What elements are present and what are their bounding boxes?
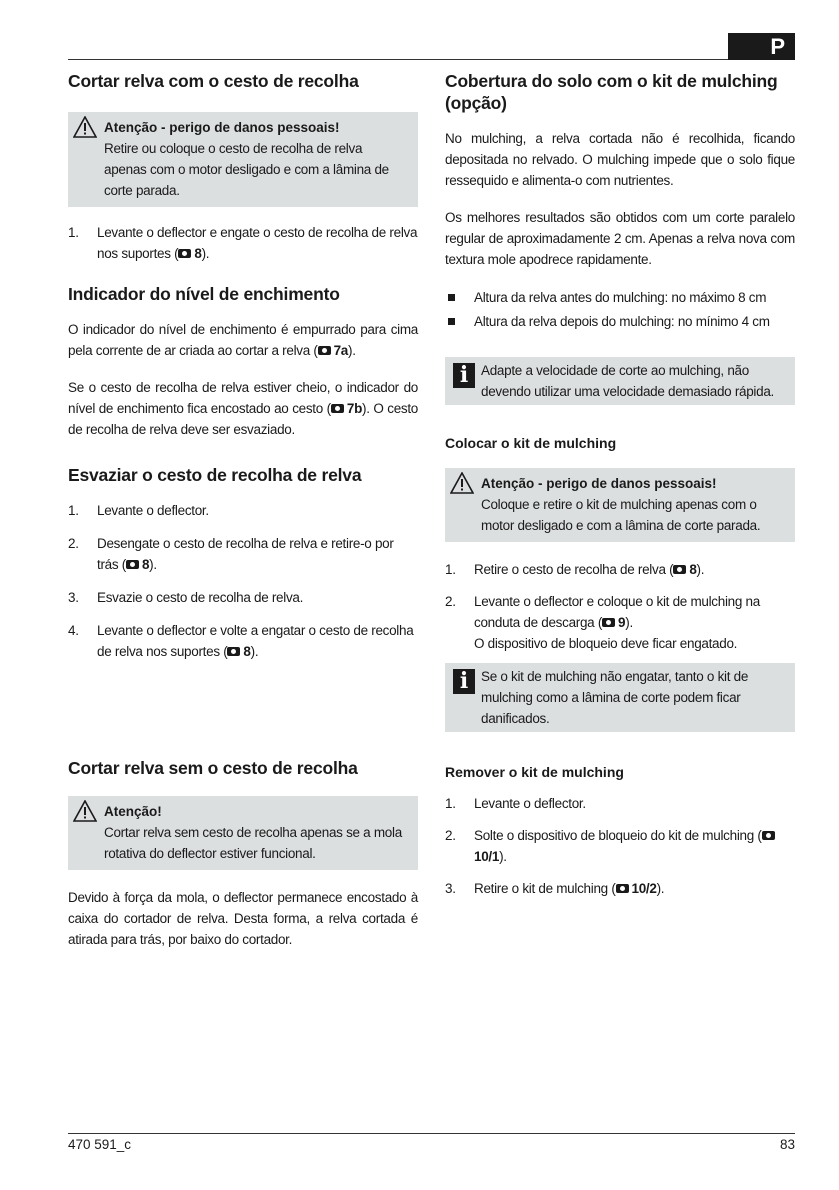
- step-number: 3.: [68, 590, 79, 605]
- bullet-text: Altura da relva depois do mulching: no mínimo 4 cm: [474, 314, 770, 329]
- section-title-cut-without-bag: Cortar relva sem o cesto de recolha: [68, 758, 358, 778]
- info-icon: i: [453, 363, 475, 388]
- step-text: Retire o kit de mulching (: [474, 881, 616, 896]
- list-item: [445, 878, 795, 899]
- step-note: O dispositivo de bloqueio deve ficar engatado.: [474, 636, 738, 651]
- step-number: 4.: [68, 623, 79, 638]
- list-item: [445, 591, 795, 654]
- paragraph-cut-without-bag: Devido à força da mola, o deflector permanece encostado à caixa do cortador de relva. Desta forma, a relva cortada é atirada para trás, por baixo do cortador.: [68, 890, 418, 947]
- subsection-title-remove-mulching: Remover o kit de mulching: [445, 764, 624, 780]
- info-box-lock: [445, 663, 795, 732]
- step-number: 1.: [68, 503, 79, 518]
- step-text: Levante o deflector e coloque o kit de mulching na conduta de descarga (: [474, 594, 760, 630]
- page-number: 83: [779, 1137, 795, 1152]
- header-rule: [68, 59, 728, 60]
- warning-title: Atenção - perigo de danos pessoais!: [104, 120, 340, 135]
- step-text: Levante o deflector e volte a engatar o cesto de recolha de relva nos suportes (: [97, 623, 414, 659]
- camera-icon: [616, 884, 629, 893]
- figure-ref: 8: [141, 557, 150, 572]
- bullet-text: Altura da relva antes do mulching: no máximo 8 cm: [474, 290, 767, 305]
- warning-box-mulching: [445, 468, 795, 542]
- step-number: 2.: [68, 536, 79, 551]
- paragraph-fill-indicator-2: [68, 377, 418, 440]
- footer-rule: [68, 1133, 795, 1134]
- steps-cut-with-bag: [68, 222, 418, 264]
- info-box-speed: [445, 357, 795, 405]
- warning-triangle-icon: [450, 472, 474, 494]
- list-item: [68, 222, 418, 264]
- list-item: [445, 793, 795, 814]
- info-text: Adapte a velocidade de corte ao mulching, não devendo utilizar uma velocidade demasiado rápida.: [481, 363, 774, 399]
- camera-icon: [318, 346, 331, 355]
- section-title-fill-indicator: Indicador do nível de enchimento: [68, 284, 340, 304]
- figure-ref: 8: [194, 246, 202, 261]
- paragraph-text-end: ). O cesto de recolha de relva deve ser esvaziado.: [68, 401, 419, 437]
- step-text: Levante o deflector e engate o cesto de recolha de relva nos suportes (: [97, 225, 418, 261]
- step-text-end: ).: [499, 849, 507, 864]
- bullet-list-grass-height: [445, 287, 800, 332]
- steps-remove-mulching: [445, 793, 795, 899]
- paragraph-mulching-2: Os melhores resultados são obtidos com um corte paralelo regular de aproximadamente 2 cm. Apenas a relva nova com textura mole apodrece rapidamente.: [445, 210, 795, 267]
- camera-icon: [178, 249, 191, 258]
- list-item: [68, 587, 418, 608]
- step-text-end: ).: [149, 557, 157, 572]
- step-number: 1.: [445, 562, 456, 577]
- paragraph-text: Se o cesto de recolha de relva estiver cheio, o indicador do nível de enchimento fica encostado ao cesto (: [68, 380, 418, 416]
- camera-icon: [602, 618, 615, 627]
- step-number: 1.: [68, 225, 79, 240]
- steps-attach-mulching: [445, 559, 795, 654]
- step-text: Solte o dispositivo de bloqueio do kit de mulching (: [474, 828, 762, 843]
- warning-title: Atenção - perigo de danos pessoais!: [481, 476, 717, 491]
- step-text: Levante o deflector.: [97, 503, 209, 518]
- warning-text: Coloque e retire o kit de mulching apenas com o motor desligado e com a lâmina de corte parada.: [481, 497, 761, 533]
- section-title-cut-with-bag: Cortar relva com o cesto de recolha: [68, 71, 359, 91]
- step-number: 2.: [445, 828, 456, 843]
- step-number: 3.: [445, 881, 456, 896]
- list-item: [68, 533, 418, 575]
- figure-ref: 10/2: [631, 881, 657, 896]
- paragraph-text: O indicador do nível de enchimento é empurrado para cima pela corrente de ar criada ao cortar a relva (: [68, 322, 418, 358]
- list-item: [445, 287, 800, 308]
- warning-box-cut-without-bag: [68, 796, 418, 870]
- paragraph-text-end: ).: [348, 343, 356, 358]
- figure-ref: 8: [243, 644, 251, 659]
- warning-box-cut-with-bag: [68, 112, 418, 207]
- bullet-square-icon: [448, 318, 455, 325]
- step-text-end: ).: [201, 246, 210, 261]
- figure-ref: 9: [618, 615, 626, 630]
- warning-title: Atenção!: [104, 804, 162, 819]
- list-item: [445, 825, 795, 867]
- info-icon: i: [453, 669, 475, 694]
- list-item: [68, 620, 418, 662]
- list-item: [68, 500, 418, 521]
- document-id: 470 591_c: [68, 1137, 132, 1152]
- section-title-mulching: Cobertura do solo com o kit de mulching (opção): [445, 71, 778, 113]
- step-text: Desengate o cesto de recolha de relva e retire-o por trás (: [97, 536, 394, 572]
- camera-icon: [331, 404, 344, 413]
- list-item: [445, 311, 800, 332]
- language-tab: P: [728, 33, 795, 60]
- step-text-end: ).: [625, 615, 633, 630]
- step-text: Retire o cesto de recolha de relva (: [474, 562, 674, 577]
- figure-ref: 8: [689, 562, 697, 577]
- step-text-end: ).: [656, 881, 665, 896]
- step-text: Levante o deflector.: [474, 796, 586, 811]
- figure-ref: 7b: [346, 401, 363, 416]
- figure-ref: 10/1: [474, 849, 500, 864]
- figure-ref: 7a: [333, 343, 349, 358]
- warning-text: Retire ou coloque o cesto de recolha de relva apenas com o motor desligado e com a lâmina de corte parada.: [104, 141, 389, 198]
- section-title-empty-bag: Esvaziar o cesto de recolha de relva: [68, 465, 362, 485]
- paragraph-mulching-1: No mulching, a relva cortada não é recolhida, ficando depositada no relvado. O mulching impede que o solo fique ressequido e alimenta-o com nutrientes.: [445, 131, 795, 188]
- camera-icon: [227, 647, 240, 656]
- camera-icon: [762, 831, 775, 840]
- warning-triangle-icon: [73, 800, 97, 822]
- step-text-end: ).: [250, 644, 259, 659]
- camera-icon: [126, 560, 139, 569]
- steps-empty-bag: [68, 500, 418, 662]
- camera-icon: [673, 565, 686, 574]
- info-text: Se o kit de mulching não engatar, tanto o kit de mulching como a lâmina de corte podem ficar danificados.: [481, 669, 749, 726]
- step-number: 1.: [445, 796, 456, 811]
- step-number: 2.: [445, 594, 456, 609]
- bullet-square-icon: [448, 294, 455, 301]
- subsection-title-attach-mulching: Colocar o kit de mulching: [445, 435, 617, 451]
- warning-triangle-icon: [73, 116, 97, 138]
- paragraph-fill-indicator-1: [68, 319, 418, 361]
- list-item: [445, 559, 795, 580]
- warning-text: Cortar relva sem cesto de recolha apenas se a mola rotativa do deflector estiver funcional.: [104, 825, 402, 861]
- step-text-end: ).: [696, 562, 705, 577]
- step-text: Esvazie o cesto de recolha de relva.: [97, 590, 304, 605]
